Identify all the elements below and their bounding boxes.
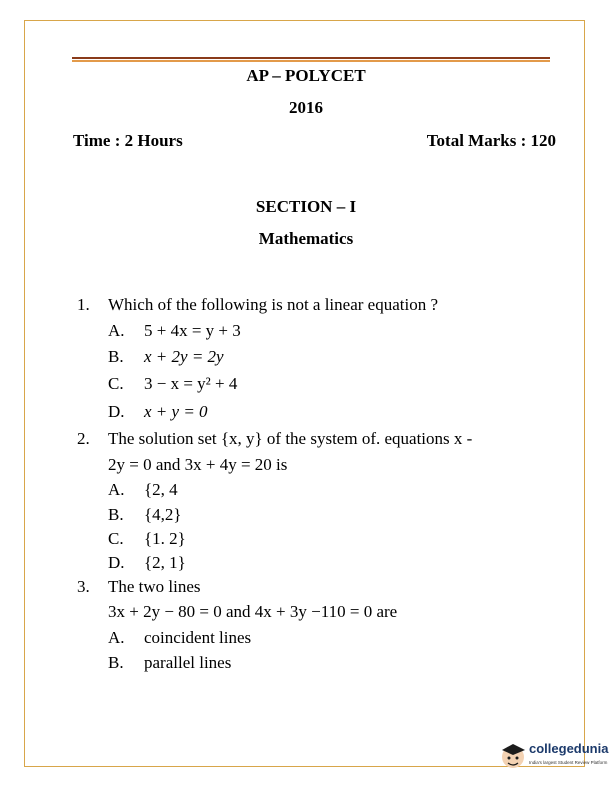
header-rule-light (72, 60, 550, 62)
option-text: {4,2} (144, 505, 182, 524)
option-text: {2, 4 (144, 480, 178, 499)
option-label: A. (108, 321, 125, 340)
option-text: 3 − x = y² + 4 (144, 374, 238, 393)
option-label: A. (108, 480, 125, 499)
question-3-option-a (108, 625, 251, 651)
question-number: 2. (77, 429, 90, 448)
option-label: C. (108, 529, 124, 548)
question-3 (77, 574, 201, 600)
question-2-text-line2: 2y = 0 and 3x + 4y = 20 is (108, 455, 288, 474)
question-2 (77, 426, 472, 452)
question-3-equation: 3x + 2y − 80 = 0 and 4x + 3y −110 = 0 are (108, 602, 398, 621)
option-label: C. (108, 374, 124, 393)
question-1-option-a (108, 318, 241, 344)
logo-wordmark: collegedunia (529, 741, 609, 756)
option-label: B. (108, 347, 124, 366)
option-label: B. (108, 653, 124, 672)
question-1 (77, 292, 438, 318)
option-text: x + 2y = 2y (144, 347, 224, 366)
option-text: parallel lines (144, 653, 232, 672)
header-rule-dark (72, 57, 550, 59)
question-1-option-c (108, 371, 237, 397)
section-heading: SECTION – I (255, 197, 357, 216)
question-3-option-b (108, 650, 231, 676)
option-label: B. (108, 505, 124, 524)
question-2-option-a (108, 477, 178, 503)
question-text: The two lines (108, 577, 201, 596)
option-label: D. (108, 402, 125, 421)
question-2-option-c (108, 526, 186, 552)
subject-heading: Mathematics (258, 229, 354, 248)
exam-time: Time : 2 Hours (73, 131, 183, 150)
option-text: {1. 2} (144, 529, 186, 548)
question-2-option-b (108, 502, 182, 528)
total-marks: Total Marks : 120 (426, 131, 556, 150)
exam-year: 2016 (289, 98, 323, 117)
option-label: D. (108, 553, 125, 572)
option-text: 5 + 4x = y + 3 (144, 321, 241, 340)
option-text: coincident lines (144, 628, 252, 647)
logo-tagline: India's largest Student Review Platform (529, 760, 608, 765)
option-text: x + y = 0 (144, 402, 208, 421)
option-text: {2, 1} (144, 553, 186, 572)
question-number: 1. (77, 295, 90, 314)
question-text-line1: The solution set {x, y} of the system of. equations x - (108, 429, 473, 448)
option-label: A. (108, 628, 125, 647)
question-2-option-d (108, 550, 186, 576)
question-text: Which of the following is not a linear equation ? (108, 295, 438, 314)
question-1-option-b (108, 344, 224, 370)
question-1-option-d (108, 399, 208, 425)
question-number: 3. (77, 577, 90, 596)
exam-title: AP – POLYCET (246, 66, 366, 85)
